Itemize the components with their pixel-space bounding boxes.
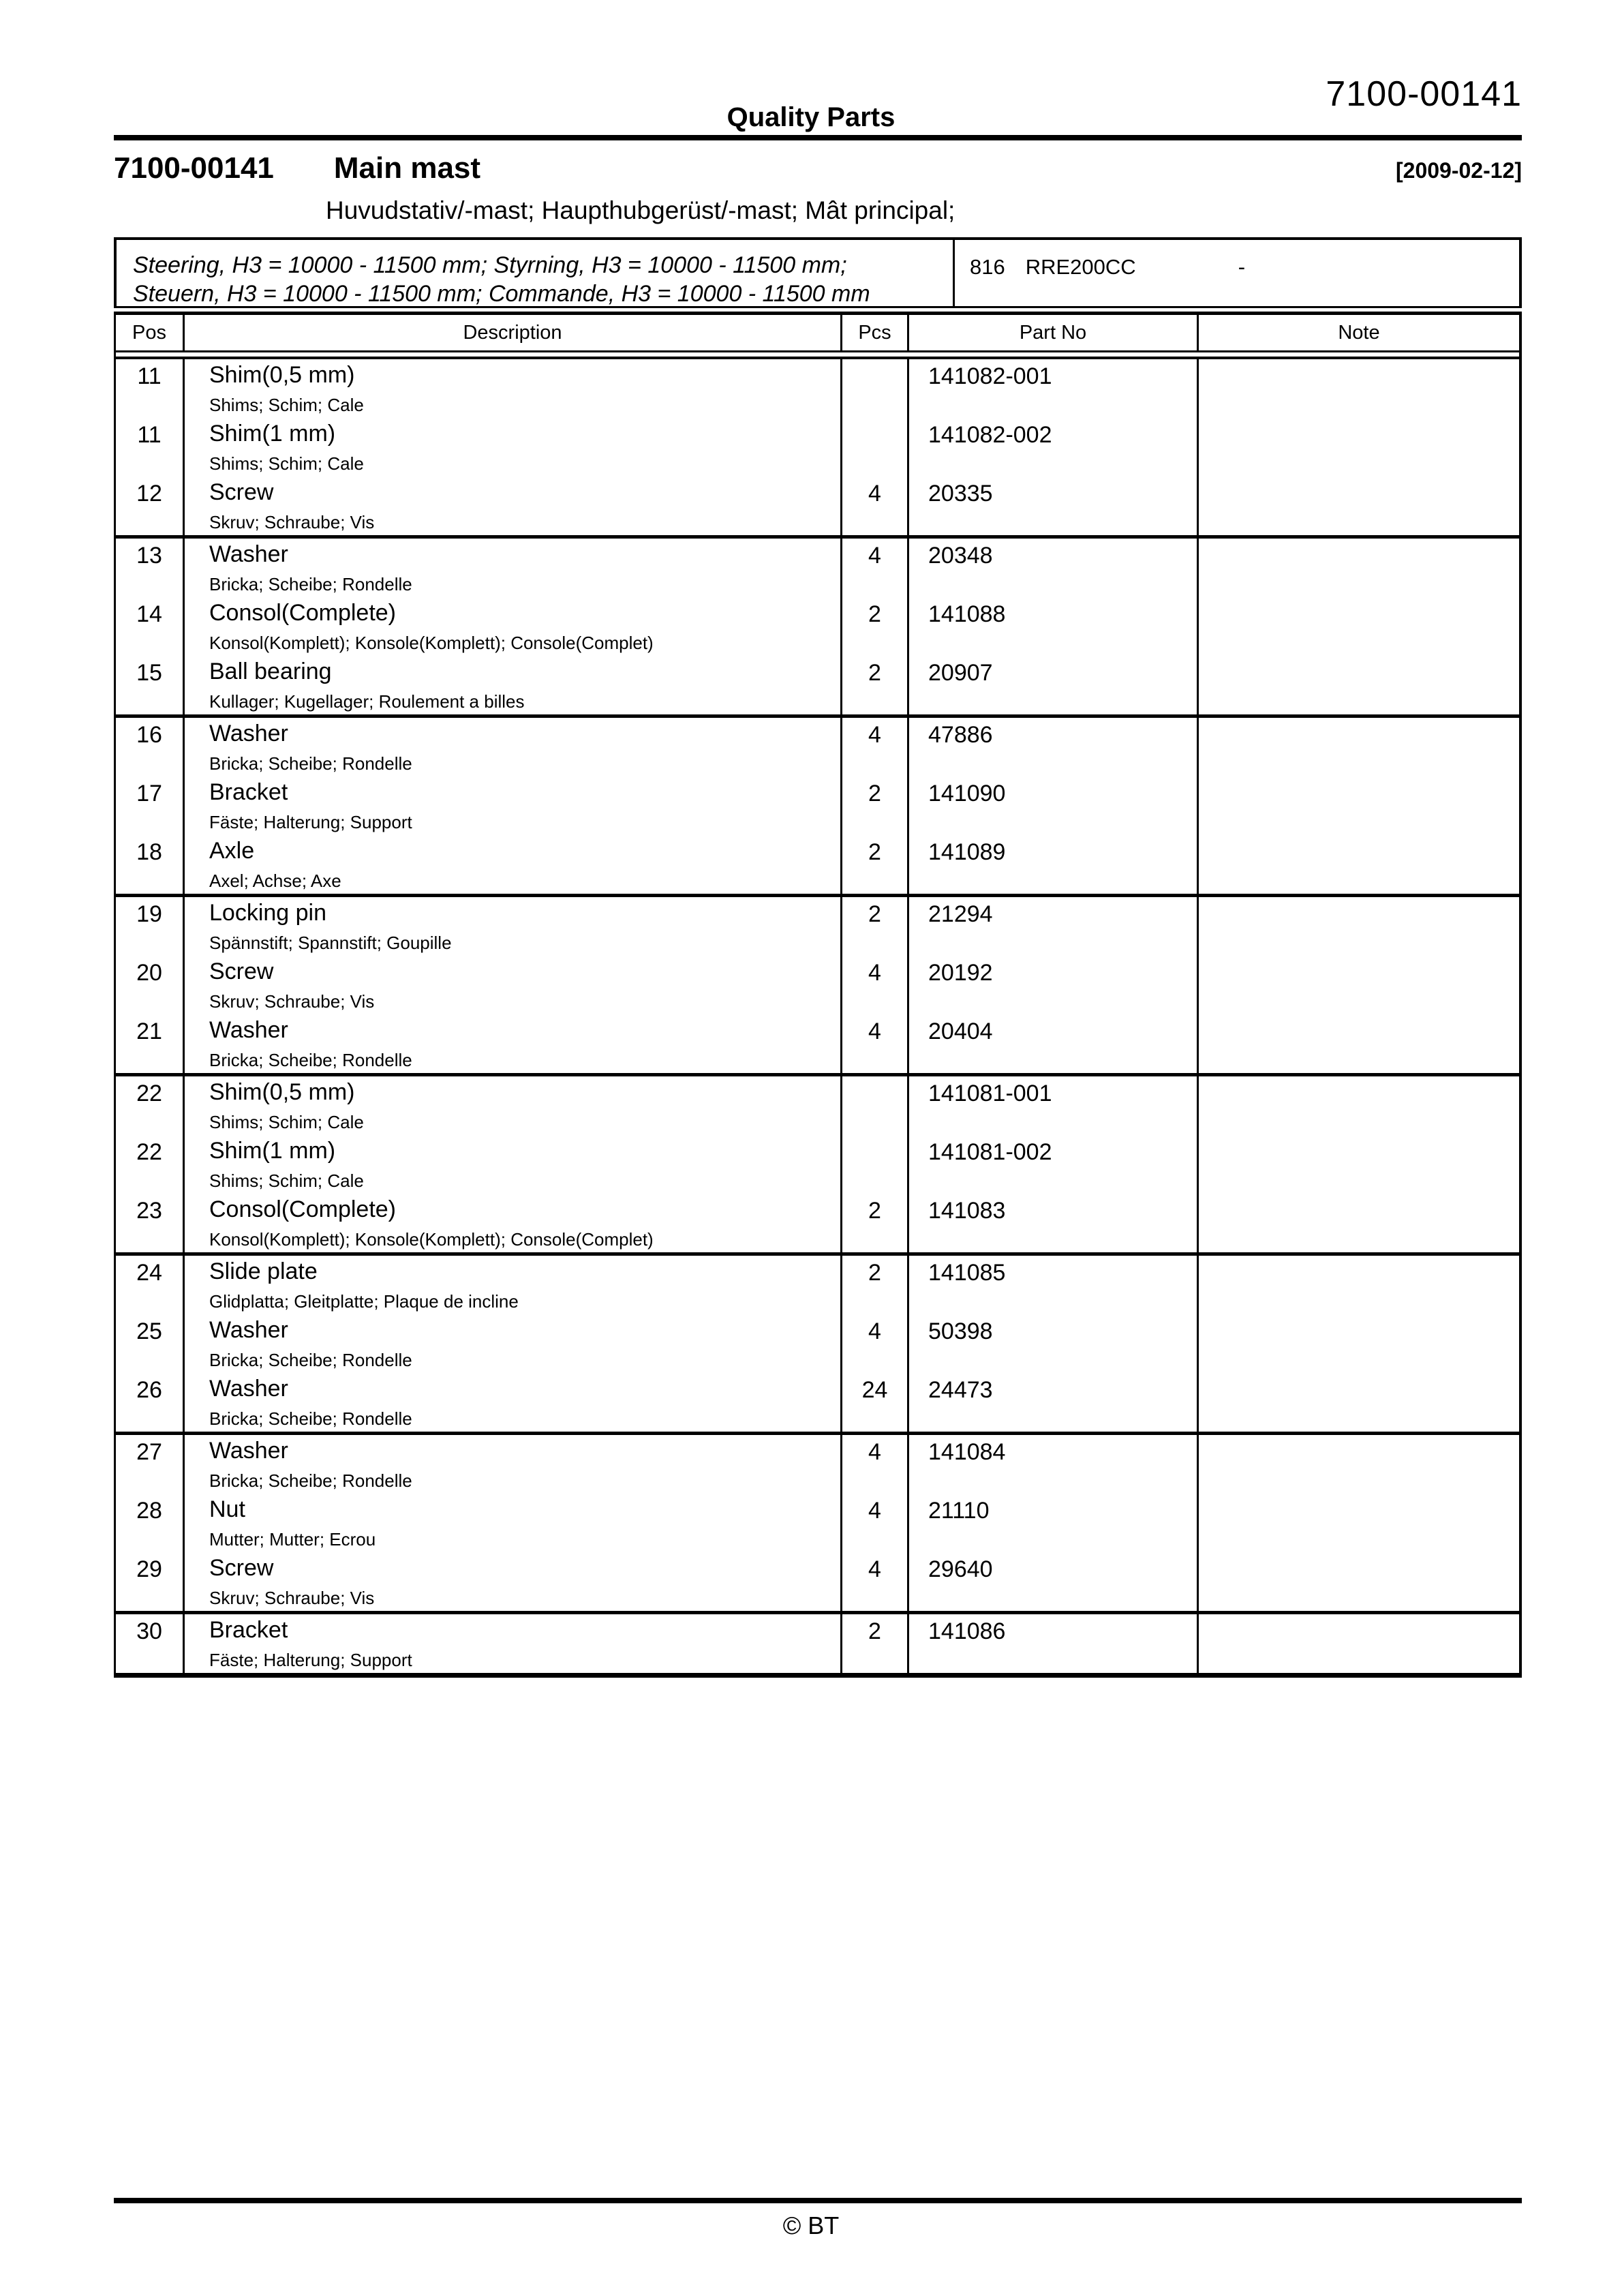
- row-description: [185, 418, 842, 477]
- row-pcs: 4: [842, 1014, 909, 1073]
- row-description-name: Slide plate: [209, 1258, 318, 1284]
- row-description-name: Washer: [209, 1376, 288, 1402]
- footer-rule: [114, 2198, 1522, 2203]
- table-row: [116, 835, 1519, 894]
- row-pos: 22: [116, 1076, 185, 1135]
- row-pcs: 2: [842, 597, 909, 656]
- table-row: [116, 1135, 1519, 1194]
- row-pcs: 2: [842, 897, 909, 956]
- row-pcs: [842, 1076, 909, 1135]
- row-description-sub: Skruv; Schraube; Vis: [209, 991, 375, 1012]
- table-row: [116, 418, 1519, 477]
- row-pos: 14: [116, 597, 185, 656]
- row-note: [1199, 1076, 1519, 1135]
- row-part-no: 20907: [909, 656, 1199, 714]
- row-description: [185, 539, 842, 597]
- row-pos: 28: [116, 1494, 185, 1552]
- row-description: [185, 1256, 842, 1314]
- row-description-sub: Konsol(Komplett); Konsole(Komplett); Console(Complet): [209, 1229, 654, 1250]
- row-description-name: Shim(1 mm): [209, 421, 336, 447]
- row-pos: 30: [116, 1614, 185, 1673]
- row-description: [185, 1373, 842, 1432]
- table-row: [116, 656, 1519, 714]
- row-description-name: Consol(Complete): [209, 600, 396, 626]
- row-description: [185, 1435, 842, 1494]
- row-pos: 25: [116, 1314, 185, 1373]
- row-description-name: Washer: [209, 541, 288, 567]
- variant-model: RRE200CC: [1025, 255, 1136, 279]
- column-header-part-no: Part No: [909, 315, 1199, 350]
- row-note: [1199, 1135, 1519, 1194]
- row-note: [1199, 1373, 1519, 1432]
- parts-group: [116, 539, 1519, 718]
- row-pos: 23: [116, 1194, 185, 1252]
- row-part-no: 20335: [909, 477, 1199, 535]
- row-part-no: 47886: [909, 718, 1199, 776]
- row-pos: 13: [116, 539, 185, 597]
- row-part-no: 141090: [909, 776, 1199, 835]
- row-description: [185, 656, 842, 714]
- doc-number-top: 7100-00141: [1326, 74, 1522, 114]
- parts-group: [116, 359, 1519, 539]
- column-header-pcs: Pcs: [842, 315, 909, 350]
- row-note: [1199, 418, 1519, 477]
- row-description-sub: Mutter; Mutter; Ecrou: [209, 1529, 376, 1550]
- row-note: [1199, 1435, 1519, 1494]
- row-description-name: Washer: [209, 1017, 288, 1043]
- row-part-no: 50398: [909, 1314, 1199, 1373]
- row-description-name: Ball bearing: [209, 659, 332, 684]
- row-part-no: 141084: [909, 1435, 1199, 1494]
- title-row: [114, 151, 1522, 185]
- row-description: [185, 776, 842, 835]
- row-pos: 20: [116, 956, 185, 1014]
- row-pcs: [842, 1135, 909, 1194]
- row-description: [185, 1314, 842, 1373]
- row-pcs: 4: [842, 1314, 909, 1373]
- table-row: [116, 718, 1519, 776]
- table-row: [116, 1194, 1519, 1252]
- row-description-name: Shim(0,5 mm): [209, 1079, 355, 1105]
- variant-line1: Steering, H3 = 10000 - 11500 mm; Styrning, H3 = 10000 - 11500 mm;: [133, 252, 847, 278]
- row-note: [1199, 359, 1519, 418]
- table-row: [116, 1494, 1519, 1552]
- row-part-no: 141085: [909, 1256, 1199, 1314]
- row-note: [1199, 1256, 1519, 1314]
- row-part-no: 24473: [909, 1373, 1199, 1432]
- parts-table: [114, 312, 1522, 1678]
- table-body: [116, 359, 1519, 1673]
- row-part-no: 141081-001: [909, 1076, 1199, 1135]
- row-description-name: Washer: [209, 1317, 288, 1343]
- parts-group: [116, 1076, 1519, 1256]
- table-row: [116, 1552, 1519, 1611]
- row-note: [1199, 539, 1519, 597]
- row-pos: 19: [116, 897, 185, 956]
- variant-box: [114, 237, 1522, 308]
- row-description-name: Washer: [209, 721, 288, 746]
- table-header-row: [116, 315, 1519, 352]
- row-description-sub: Axel; Achse; Axe: [209, 871, 341, 891]
- row-pos: 11: [116, 359, 185, 418]
- row-pcs: 2: [842, 835, 909, 894]
- row-note: [1199, 835, 1519, 894]
- parts-group: [116, 1614, 1519, 1673]
- row-description-name: Bracket: [209, 1617, 288, 1643]
- row-description-name: Axle: [209, 838, 255, 864]
- row-part-no: 141089: [909, 835, 1199, 894]
- row-description-sub: Bricka; Scheibe; Rondelle: [209, 753, 412, 774]
- row-description-name: Bracket: [209, 779, 288, 805]
- row-description-name: Screw: [209, 1555, 274, 1581]
- row-note: [1199, 1194, 1519, 1252]
- row-description: [185, 1135, 842, 1194]
- row-pos: 29: [116, 1552, 185, 1611]
- row-part-no: 20404: [909, 1014, 1199, 1073]
- row-pos: 16: [116, 718, 185, 776]
- row-description-name: Shim(0,5 mm): [209, 362, 355, 388]
- row-pcs: [842, 359, 909, 418]
- row-part-no: 141088: [909, 597, 1199, 656]
- row-note: [1199, 1494, 1519, 1552]
- column-header-note: Note: [1338, 321, 1380, 344]
- page-subtitle: Huvudstativ/-mast; Haupthubgerüst/-mast; Mât principal;: [326, 196, 955, 224]
- row-part-no: 20192: [909, 956, 1199, 1014]
- row-description: [185, 1014, 842, 1073]
- row-note: [1199, 477, 1519, 535]
- table-row: [116, 1076, 1519, 1135]
- page-title: Main mast: [333, 151, 481, 185]
- row-description-sub: Bricka; Scheibe; Rondelle: [209, 1408, 412, 1429]
- row-description: [185, 477, 842, 535]
- table-row: [116, 359, 1519, 418]
- row-description: [185, 835, 842, 894]
- header-double-line: [116, 352, 1519, 359]
- table-row: [116, 539, 1519, 597]
- row-description-name: Locking pin: [209, 900, 327, 926]
- row-pcs: 2: [842, 1256, 909, 1314]
- table-row: [116, 1614, 1519, 1673]
- row-note: [1199, 656, 1519, 714]
- page-date: [2009-02-12]: [1396, 158, 1522, 183]
- row-description: [185, 1552, 842, 1611]
- table-row: [116, 776, 1519, 835]
- row-part-no: 21294: [909, 897, 1199, 956]
- row-pos: 11: [116, 418, 185, 477]
- variant-model-cell: [955, 240, 1519, 306]
- row-note: [1199, 956, 1519, 1014]
- variant-line2: Steuern, H3 = 10000 - 11500 mm; Commande, H3 = 10000 - 11500 mm: [133, 281, 870, 307]
- row-description-sub: Bricka; Scheibe; Rondelle: [209, 1050, 412, 1070]
- row-description-sub: Skruv; Schraube; Vis: [209, 512, 375, 532]
- variant-code: 816: [970, 255, 1005, 279]
- row-description-sub: Shims; Schim; Cale: [209, 1170, 364, 1191]
- row-pos: 18: [116, 835, 185, 894]
- row-pcs: 24: [842, 1373, 909, 1432]
- table-row: [116, 1373, 1519, 1432]
- row-pos: 17: [116, 776, 185, 835]
- row-pcs: 4: [842, 718, 909, 776]
- row-description: [185, 897, 842, 956]
- row-pcs: 4: [842, 956, 909, 1014]
- row-pos: 21: [116, 1014, 185, 1073]
- row-pcs: 4: [842, 1494, 909, 1552]
- row-note: [1199, 1014, 1519, 1073]
- parts-group: [116, 718, 1519, 897]
- row-description-sub: Konsol(Komplett); Konsole(Komplett); Console(Complet): [209, 633, 654, 653]
- row-note: [1199, 1552, 1519, 1611]
- row-description: [185, 718, 842, 776]
- parts-group: [116, 1256, 1519, 1435]
- row-description-sub: Shims; Schim; Cale: [209, 395, 364, 415]
- table-row: [116, 597, 1519, 656]
- row-description-sub: Spännstift; Spannstift; Goupille: [209, 933, 452, 953]
- row-description-sub: Skruv; Schraube; Vis: [209, 1588, 375, 1608]
- column-header-description: Description: [185, 315, 842, 350]
- row-description: [185, 1076, 842, 1135]
- row-part-no: 141082-002: [909, 418, 1199, 477]
- row-pcs: 4: [842, 1552, 909, 1611]
- row-description: [185, 1614, 842, 1673]
- row-description-sub: Kullager; Kugellager; Roulement a billes: [209, 691, 525, 712]
- row-part-no: 21110: [909, 1494, 1199, 1552]
- table-row: [116, 1256, 1519, 1314]
- row-description-sub: Shims; Schim; Cale: [209, 1112, 364, 1132]
- row-pcs: 2: [842, 1614, 909, 1673]
- table-row: [116, 1014, 1519, 1073]
- row-pos: 24: [116, 1256, 185, 1314]
- row-note: [1199, 1614, 1519, 1673]
- parts-group: [116, 1435, 1519, 1614]
- row-description-name: Nut: [209, 1496, 245, 1522]
- row-note: [1199, 597, 1519, 656]
- row-pcs: 2: [842, 776, 909, 835]
- row-description-sub: Bricka; Scheibe; Rondelle: [209, 1350, 412, 1370]
- row-description-sub: Fäste; Halterung; Support: [209, 1650, 412, 1670]
- parts-group: [116, 897, 1519, 1076]
- row-note: [1199, 897, 1519, 956]
- table-row: [116, 477, 1519, 535]
- row-description-name: Screw: [209, 479, 274, 505]
- page-title-code: 7100-00141: [114, 151, 274, 185]
- row-pcs: 4: [842, 1435, 909, 1494]
- row-description: [185, 359, 842, 418]
- row-part-no: 141081-002: [909, 1135, 1199, 1194]
- row-pos: 26: [116, 1373, 185, 1432]
- row-description: [185, 597, 842, 656]
- row-pos: 22: [116, 1135, 185, 1194]
- brand-header: Quality Parts: [726, 102, 896, 132]
- row-pos: 15: [116, 656, 185, 714]
- row-description-name: Screw: [209, 958, 274, 984]
- row-pos: 27: [116, 1435, 185, 1494]
- row-note: [1199, 718, 1519, 776]
- row-description: [185, 1194, 842, 1252]
- table-row: [116, 1435, 1519, 1494]
- row-pcs: [842, 418, 909, 477]
- table-row: [116, 897, 1519, 956]
- row-description-sub: Glidplatta; Gleitplatte; Plaque de incline: [209, 1291, 519, 1312]
- column-header-pos: Pos: [116, 315, 185, 350]
- table-row: [116, 956, 1519, 1014]
- row-description-sub: Bricka; Scheibe; Rondelle: [209, 574, 412, 594]
- row-part-no: 20348: [909, 539, 1199, 597]
- row-pos: 12: [116, 477, 185, 535]
- row-note: [1199, 1314, 1519, 1373]
- row-description: [185, 956, 842, 1014]
- row-part-no: 141083: [909, 1194, 1199, 1252]
- row-pcs: 4: [842, 477, 909, 535]
- variant-description: [117, 240, 955, 306]
- table-row: [116, 1314, 1519, 1373]
- row-description-sub: Shims; Schim; Cale: [209, 453, 364, 474]
- footer-copyright: © BT: [782, 2211, 840, 2239]
- row-pcs: 2: [842, 656, 909, 714]
- row-description-name: Consol(Complete): [209, 1196, 396, 1222]
- row-part-no: 29640: [909, 1552, 1199, 1611]
- row-part-no: 141086: [909, 1614, 1199, 1673]
- header-rule: [114, 135, 1522, 140]
- row-description: [185, 1494, 842, 1552]
- row-pcs: 4: [842, 539, 909, 597]
- row-description-name: Washer: [209, 1438, 288, 1464]
- row-description-sub: Fäste; Halterung; Support: [209, 812, 412, 832]
- row-pcs: 2: [842, 1194, 909, 1252]
- variant-dash: -: [1238, 255, 1246, 279]
- row-description-name: Shim(1 mm): [209, 1138, 336, 1164]
- row-part-no: 141082-001: [909, 359, 1199, 418]
- row-note: [1199, 776, 1519, 835]
- row-description-sub: Bricka; Scheibe; Rondelle: [209, 1470, 412, 1491]
